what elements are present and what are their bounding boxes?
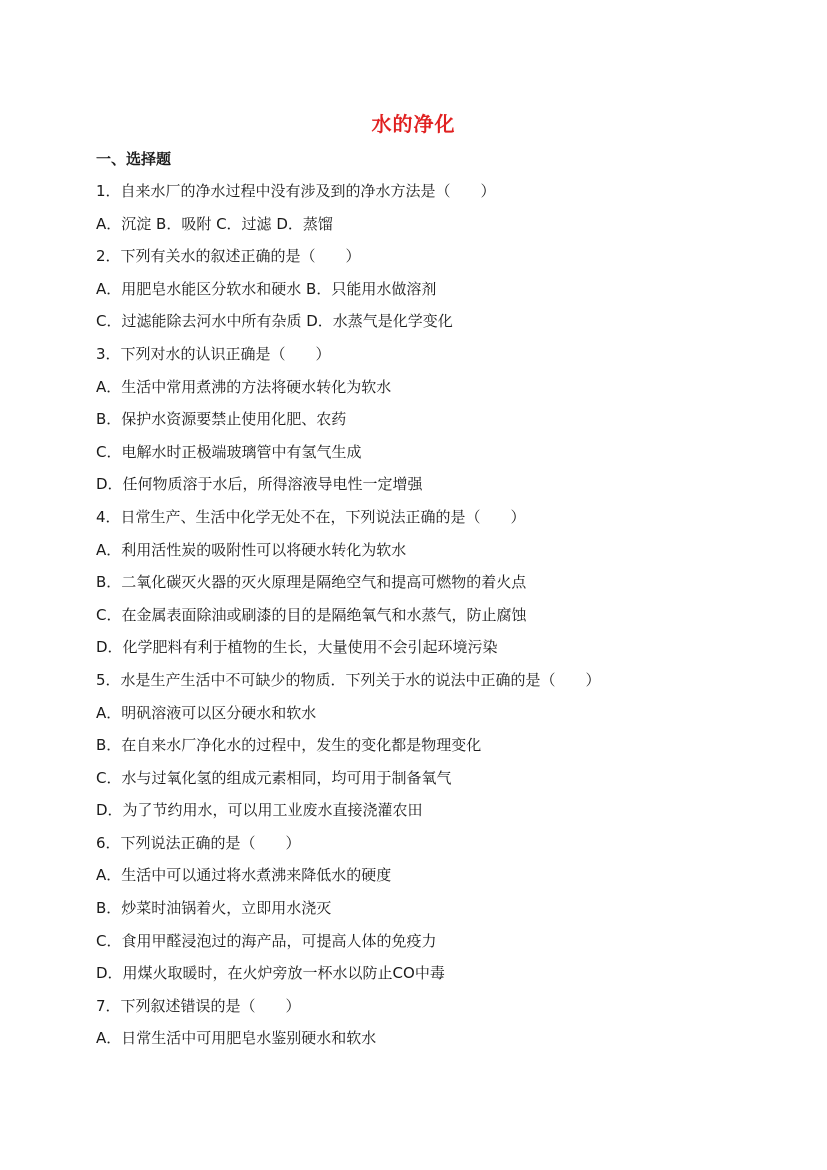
document-title: 水的净化 [371,112,456,136]
question-line: 5．水是生产生活中不可缺少的物质．下列关于水的说法中正确的是（ ） [96,670,601,689]
option-line: C．水与过氧化氢的组成元素相同，均可用于制备氧气 [96,768,452,787]
option-line: C．电解水时正极端玻璃管中有氢气生成 [96,442,362,461]
option-line: A．用肥皂水能区分软水和硬水 B．只能用水做溶剂 [96,279,437,298]
option-line: D．用煤火取暖时，在火炉旁放一杯水以防止CO中毒 [96,964,445,983]
option-line: D．化学肥料有利于植物的生长，大量使用不会引起环境污染 [96,638,498,657]
question-list [96,181,746,1061]
option-line: A．明矾溶液可以区分硬水和软水 [96,703,317,722]
option-line: D．为了节约用水，可以用工业废水直接浇灌农田 [96,801,423,820]
option-line: B．保护水资源要禁止使用化肥、农药 [96,410,347,429]
option-line: B．二氧化碳灭火器的灭火原理是隔绝空气和提高可燃物的着火点 [96,573,527,592]
question-line: 7．下列叙述错误的是（ ） [96,996,301,1015]
option-line: C．食用甲醛浸泡过的海产品，可提高人体的免疫力 [96,931,437,950]
option-line: A．沉淀 B．吸附 C．过滤 D．蒸馏 [96,214,333,233]
option-line: B．炒菜时油锅着火，立即用水浇灭 [96,899,332,918]
question-line: 3．下列对水的认识正确是（ ） [96,344,331,363]
question-line: 4．日常生产、生活中化学无处不在，下列说法正确的是（ ） [96,507,526,526]
question-line: 6．下列说法正确的是（ ） [96,833,301,852]
option-line: B．在自来水厂净化水的过程中，发生的变化都是物理变化 [96,736,482,755]
question-line: 2．下列有关水的叙述正确的是（ ） [96,247,361,266]
option-line: A．日常生活中可用肥皂水鉴别硬水和软水 [96,1029,377,1048]
option-line: C．在金属表面除油或刷漆的目的是隔绝氧气和水蒸气，防止腐蚀 [96,605,527,624]
option-line: C．过滤能除去河水中所有杂质 D．水蒸气是化学变化 [96,312,453,331]
option-line: A．生活中常用煮沸的方法将硬水转化为软水 [96,377,392,396]
option-line: A．利用活性炭的吸附性可以将硬水转化为软水 [96,540,407,559]
option-line: A．生活中可以通过将水煮沸来降低水的硬度 [96,866,392,885]
question-line: 1．自来水厂的净水过程中没有涉及到的净水方法是（ ） [96,182,496,200]
section-heading: 一、选择题 [96,150,172,168]
option-line: D．任何物质溶于水后，所得溶液导电性一定增强 [96,475,423,494]
